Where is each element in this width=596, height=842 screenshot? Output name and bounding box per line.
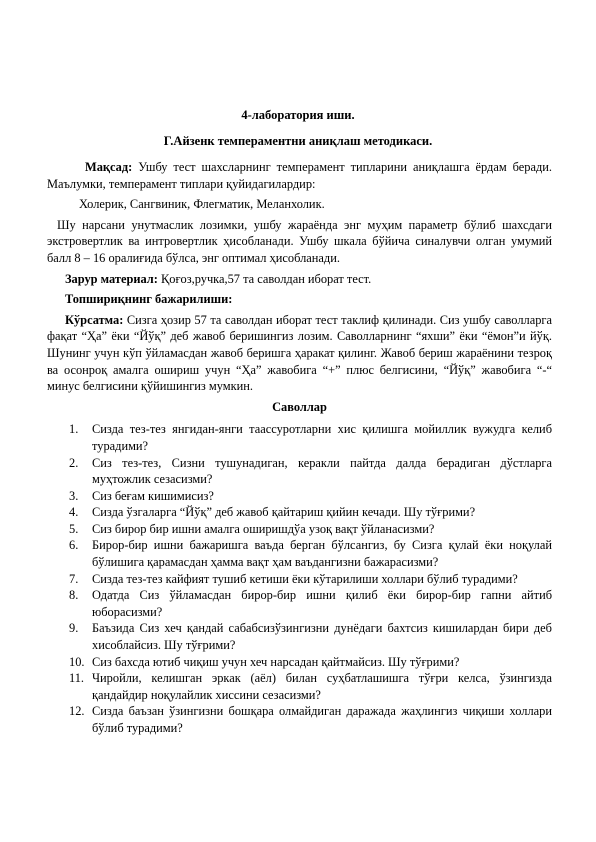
goal-text: Ушбу тест шахсларнинг темперамент типларини аниқлашга ёрдам беради. Маълумки, темперамент типлари қуйидагилардир: bbox=[47, 160, 552, 191]
question-item bbox=[47, 670, 552, 703]
goal-label: Мақсад: bbox=[85, 160, 133, 174]
material-text: Қоғоз,ручка,57 та саволдан иборат тест. bbox=[160, 271, 372, 286]
task-heading bbox=[47, 291, 552, 308]
question-text: Бирор-бир ишни бажаришга ваъда берган бўлсангиз, бу Сизга қулай ёки ноқулай бўлишига қарамасдан ҳамма вақт ҳам ваъдангизни бажарасизми? bbox=[92, 538, 552, 570]
questions-heading: Саволлар bbox=[272, 399, 327, 414]
question-number: 4. bbox=[69, 505, 79, 520]
question-number: 9. bbox=[69, 621, 79, 636]
questions-list bbox=[47, 421, 552, 736]
question-number: 11. bbox=[69, 671, 85, 686]
question-item bbox=[47, 587, 552, 620]
question-text: Сизда тез-тез янгидан-янги таассуротларни хис қилишга мойиллик вужудга келиб турадими? bbox=[92, 422, 552, 453]
question-text: Сиз беғам кишимисиз? bbox=[92, 488, 214, 503]
question-text: Чиройли, келишган эркак (аёл) билан суҳбатлашишга тўғри келса, ўзингизда қандайдир ноқулайлик хиссини сезасизми? bbox=[92, 671, 552, 702]
question-number: 6. bbox=[69, 538, 79, 553]
task-label: Топшириқнинг бажарилиши: bbox=[65, 292, 233, 307]
goal-paragraph bbox=[47, 159, 552, 192]
question-number: 10. bbox=[69, 654, 85, 669]
question-item bbox=[47, 521, 552, 538]
lab-title: 4-лаборатория иши. bbox=[241, 108, 355, 122]
question-text: Сизда баъзан ўзингизни бошқара олмайдиган даражада жаҳлингиз чиқиши холлари бўлиб турадими? bbox=[92, 704, 552, 735]
question-number: 8. bbox=[69, 588, 79, 603]
instruction-paragraph bbox=[47, 312, 552, 395]
question-text: Сизда ўзгаларга “Йўқ” деб жавоб қайтариш қийин кечади. Шу тўғрими? bbox=[92, 505, 476, 520]
material-label: Зарур материал: bbox=[65, 271, 158, 286]
question-text: Сиз тез-тез, Сизни тушунадиган, керакли пайтда далда берадиган дўстларга муҳтожлик сезасизми? bbox=[92, 455, 552, 487]
question-text: Баъзида Сиз хеч қандай сабабсизўзингизни дунёдаги бахтсиз кишилардан бири деб хисоблайсиз. Шу тўғрими? bbox=[92, 621, 552, 653]
question-number: 5. bbox=[69, 521, 79, 536]
question-item bbox=[47, 654, 552, 671]
question-item bbox=[47, 455, 552, 488]
question-text: Одатда Сиз ўйламасдан бирор-бир ишни қилиб ёки бирор-бир гапни айтиб юборасизми? bbox=[92, 588, 552, 619]
instruction-text: Сизга ҳозир 57 та саволдан иборат тест таклиф қилинади. Сиз ушбу саволларга фақат “Ҳа” ёки “Йўқ” деб жавоб беришингиз лозим. Саволларнинг “яхши” ёки “ёмон”и йўқ. Шунинг учун кўп ўйламасдан жавоб беришга ҳаракат қилинг. Жавоб бериш жараёнини тезроқ ва осонроқ амалга ошириш учун “Ҳа” жавобига “+” плюс белгисини, “Йўқ” жавобига “-“ минус белгисини қўйишингиз мумкин. bbox=[47, 312, 552, 394]
note-paragraph: Шу нарсани унутмаслик лозимки, ушбу жараёнда энг муҳим параметр бўлиб шахсдаги экстровертлик ва интровертлик ҳисобланади. Ушбу шкала бўйича синалувчи олган умумий балл 8 – 16 оралиғида бўлса, энг оптимал ҳисобланади. bbox=[47, 217, 552, 265]
question-text: Сиз бирор бир ишни амалга оширишдўа узоқ вақт ўйланасизми? bbox=[92, 521, 435, 536]
temperament-types: Холерик, Сангвиник, Флегматик, Меланхолик. bbox=[79, 197, 325, 212]
question-item bbox=[47, 504, 552, 521]
question-item bbox=[47, 488, 552, 505]
method-title: Г.Айзенк темпераментни аниқлаш методикаси. bbox=[163, 134, 433, 148]
question-number: 2. bbox=[69, 455, 79, 470]
question-text: Сиз бахсда ютиб чиқиш учун хеч нарсадан қайтмайсиз. Шу тўғрими? bbox=[92, 654, 460, 669]
question-item bbox=[47, 571, 552, 588]
question-number: 3. bbox=[69, 488, 79, 503]
question-item bbox=[47, 620, 552, 653]
question-text: Сизда тез-тез кайфият тушиб кетиши ёки кўтарилиши холлари бўлиб турадими? bbox=[92, 571, 518, 586]
question-number: 1. bbox=[69, 422, 79, 437]
question-item bbox=[47, 703, 552, 736]
question-number: 7. bbox=[69, 571, 79, 586]
material-paragraph bbox=[47, 271, 552, 288]
document-body bbox=[47, 159, 552, 737]
question-item bbox=[47, 537, 552, 570]
question-number: 12. bbox=[69, 704, 85, 719]
question-item bbox=[47, 421, 552, 454]
instruction-label: Кўрсатма: bbox=[65, 312, 124, 327]
